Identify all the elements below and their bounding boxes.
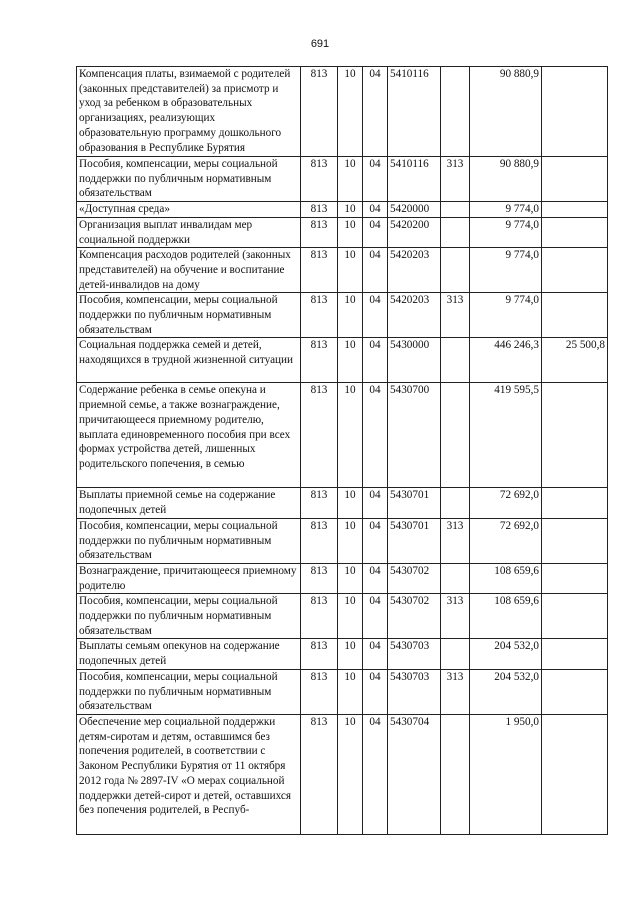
cell-expense-type: 313 (441, 518, 470, 563)
cell-subsection-code: 04 (363, 639, 388, 669)
table-body (77, 67, 608, 835)
cell-target-article: 5410116 (388, 67, 441, 157)
cell-section-code: 10 (338, 217, 363, 247)
cell-amount-extra (542, 217, 608, 247)
cell-amount-extra (542, 293, 608, 338)
cell-section-code: 10 (338, 157, 363, 202)
row-description: Выплаты семьям опекунов на содержание подопечных детей (77, 639, 301, 669)
cell-subsection-code: 04 (363, 338, 388, 383)
cell-expense-type (441, 67, 470, 157)
cell-expense-type: 313 (441, 669, 470, 714)
cell-amount-extra (542, 248, 608, 293)
cell-amount: 204 532,0 (470, 639, 542, 669)
cell-department-code: 813 (301, 488, 338, 518)
cell-subsection-code: 04 (363, 714, 388, 834)
table-row (77, 383, 608, 488)
cell-target-article: 5420203 (388, 293, 441, 338)
cell-target-article: 5420200 (388, 217, 441, 247)
cell-subsection-code: 04 (363, 67, 388, 157)
cell-subsection-code: 04 (363, 217, 388, 247)
cell-section-code: 10 (338, 202, 363, 218)
cell-expense-type (441, 714, 470, 834)
cell-section-code: 10 (338, 594, 363, 639)
cell-target-article: 5430700 (388, 383, 441, 488)
cell-target-article: 5430703 (388, 669, 441, 714)
cell-amount: 90 880,9 (470, 157, 542, 202)
cell-amount-extra (542, 563, 608, 593)
cell-subsection-code: 04 (363, 488, 388, 518)
cell-target-article: 5430704 (388, 714, 441, 834)
cell-subsection-code: 04 (363, 594, 388, 639)
row-description: Организация выплат инвалидам мер социальной поддержки (77, 217, 301, 247)
cell-amount-extra (542, 594, 608, 639)
budget-table (76, 66, 608, 835)
cell-department-code: 813 (301, 563, 338, 593)
cell-expense-type (441, 639, 470, 669)
cell-department-code: 813 (301, 293, 338, 338)
table-row (77, 563, 608, 593)
cell-department-code: 813 (301, 714, 338, 834)
cell-expense-type (441, 217, 470, 247)
table-row (77, 714, 608, 834)
row-description: Пособия, компенсации, меры социальной поддержки по публичным нормативным обязательствам (77, 157, 301, 202)
cell-amount: 446 246,3 (470, 338, 542, 383)
cell-amount-extra (542, 67, 608, 157)
cell-subsection-code: 04 (363, 669, 388, 714)
cell-target-article: 5410116 (388, 157, 441, 202)
row-description: Выплаты приемной семье на содержание подопечных детей (77, 488, 301, 518)
cell-amount: 108 659,6 (470, 594, 542, 639)
cell-target-article: 5430703 (388, 639, 441, 669)
cell-subsection-code: 04 (363, 248, 388, 293)
cell-amount: 9 774,0 (470, 248, 542, 293)
cell-expense-type: 313 (441, 594, 470, 639)
cell-department-code: 813 (301, 383, 338, 488)
cell-amount: 204 532,0 (470, 669, 542, 714)
cell-expense-type (441, 488, 470, 518)
cell-section-code: 10 (338, 518, 363, 563)
cell-amount: 9 774,0 (470, 217, 542, 247)
cell-section-code: 10 (338, 669, 363, 714)
cell-expense-type: 313 (441, 157, 470, 202)
table-row (77, 293, 608, 338)
cell-section-code: 10 (338, 714, 363, 834)
table-row (77, 248, 608, 293)
cell-section-code: 10 (338, 563, 363, 593)
row-description: Пособия, компенсации, меры социальной поддержки по публичным нормативным обязательствам (77, 669, 301, 714)
cell-subsection-code: 04 (363, 157, 388, 202)
cell-section-code: 10 (338, 488, 363, 518)
table-row (77, 669, 608, 714)
table-row (77, 202, 608, 218)
cell-amount-extra (542, 202, 608, 218)
table-row (77, 488, 608, 518)
cell-section-code: 10 (338, 383, 363, 488)
cell-expense-type (441, 202, 470, 218)
cell-section-code: 10 (338, 293, 363, 338)
cell-amount-extra (542, 669, 608, 714)
row-description: Пособия, компенсации, меры социальной поддержки по публичным нормативным обязательствам (77, 293, 301, 338)
cell-amount: 108 659,6 (470, 563, 542, 593)
cell-amount-extra (542, 488, 608, 518)
cell-expense-type (441, 383, 470, 488)
cell-subsection-code: 04 (363, 293, 388, 338)
row-description: Обеспечение мер социальной поддержки детям-сиротам и детям, оставшимся без попечения родителей, в соответствии с Законом Республики Бурятия от 11 октября 2012 года № 2897-IV «О мерах социальной поддержки детей-сирот и детей, оставшихся без попечения родителей, в Респуб- (77, 714, 301, 834)
row-description: Пособия, компенсации, меры социальной поддержки по публичным нормативным обязательствам (77, 518, 301, 563)
cell-expense-type: 313 (441, 293, 470, 338)
table-row (77, 338, 608, 383)
cell-department-code: 813 (301, 217, 338, 247)
table-row (77, 639, 608, 669)
cell-department-code: 813 (301, 594, 338, 639)
cell-amount-extra: 25 500,8 (542, 338, 608, 383)
cell-target-article: 5430000 (388, 338, 441, 383)
cell-target-article: 5430701 (388, 518, 441, 563)
cell-amount: 72 692,0 (470, 518, 542, 563)
cell-target-article: 5420000 (388, 202, 441, 218)
cell-section-code: 10 (338, 639, 363, 669)
table-row (77, 157, 608, 202)
cell-amount: 9 774,0 (470, 202, 542, 218)
cell-department-code: 813 (301, 669, 338, 714)
cell-amount-extra (542, 383, 608, 488)
cell-amount: 419 595,5 (470, 383, 542, 488)
cell-amount-extra (542, 639, 608, 669)
cell-target-article: 5430702 (388, 563, 441, 593)
cell-department-code: 813 (301, 202, 338, 218)
cell-section-code: 10 (338, 248, 363, 293)
cell-target-article: 5430701 (388, 488, 441, 518)
cell-amount-extra (542, 714, 608, 834)
cell-subsection-code: 04 (363, 563, 388, 593)
row-description: «Доступная среда» (77, 202, 301, 218)
page-number: 691 (310, 38, 330, 50)
cell-department-code: 813 (301, 338, 338, 383)
cell-amount: 9 774,0 (470, 293, 542, 338)
cell-amount: 90 880,9 (470, 67, 542, 157)
cell-department-code: 813 (301, 248, 338, 293)
cell-expense-type (441, 563, 470, 593)
cell-amount-extra (542, 157, 608, 202)
cell-department-code: 813 (301, 67, 338, 157)
table-row (77, 594, 608, 639)
cell-subsection-code: 04 (363, 518, 388, 563)
row-description: Социальная поддержка семей и детей, находящихся в трудной жизненной ситуации (77, 338, 301, 383)
row-description: Содержание ребенка в семье опекуна и приемной семье, а также вознаграждение, причитающееся приемному родителю, выплата единовременного пособия при всех формах устройства детей, лишенных родительского попечения, в семью (77, 383, 301, 488)
cell-expense-type (441, 248, 470, 293)
row-description: Вознаграждение, причитающееся приемному родителю (77, 563, 301, 593)
cell-section-code: 10 (338, 67, 363, 157)
row-description: Компенсация расходов родителей (законных представителей) на обучение и воспитание детей-инвалидов на дому (77, 248, 301, 293)
cell-section-code: 10 (338, 338, 363, 383)
cell-target-article: 5420203 (388, 248, 441, 293)
cell-subsection-code: 04 (363, 383, 388, 488)
cell-expense-type (441, 338, 470, 383)
cell-target-article: 5430702 (388, 594, 441, 639)
cell-amount: 72 692,0 (470, 488, 542, 518)
cell-department-code: 813 (301, 518, 338, 563)
cell-amount: 1 950,0 (470, 714, 542, 834)
table-row (77, 217, 608, 247)
row-description: Пособия, компенсации, меры социальной поддержки по публичным нормативным обязательствам (77, 594, 301, 639)
table-row (77, 67, 608, 157)
cell-department-code: 813 (301, 639, 338, 669)
row-description: Компенсация платы, взимаемой с родителей (законных представителей) за присмотр и уход за ребенком в образовательных организациях, реализующих образовательную программу дошкольного образования в Республике Бурятия (77, 67, 301, 157)
table-row (77, 518, 608, 563)
cell-amount-extra (542, 518, 608, 563)
cell-subsection-code: 04 (363, 202, 388, 218)
cell-department-code: 813 (301, 157, 338, 202)
